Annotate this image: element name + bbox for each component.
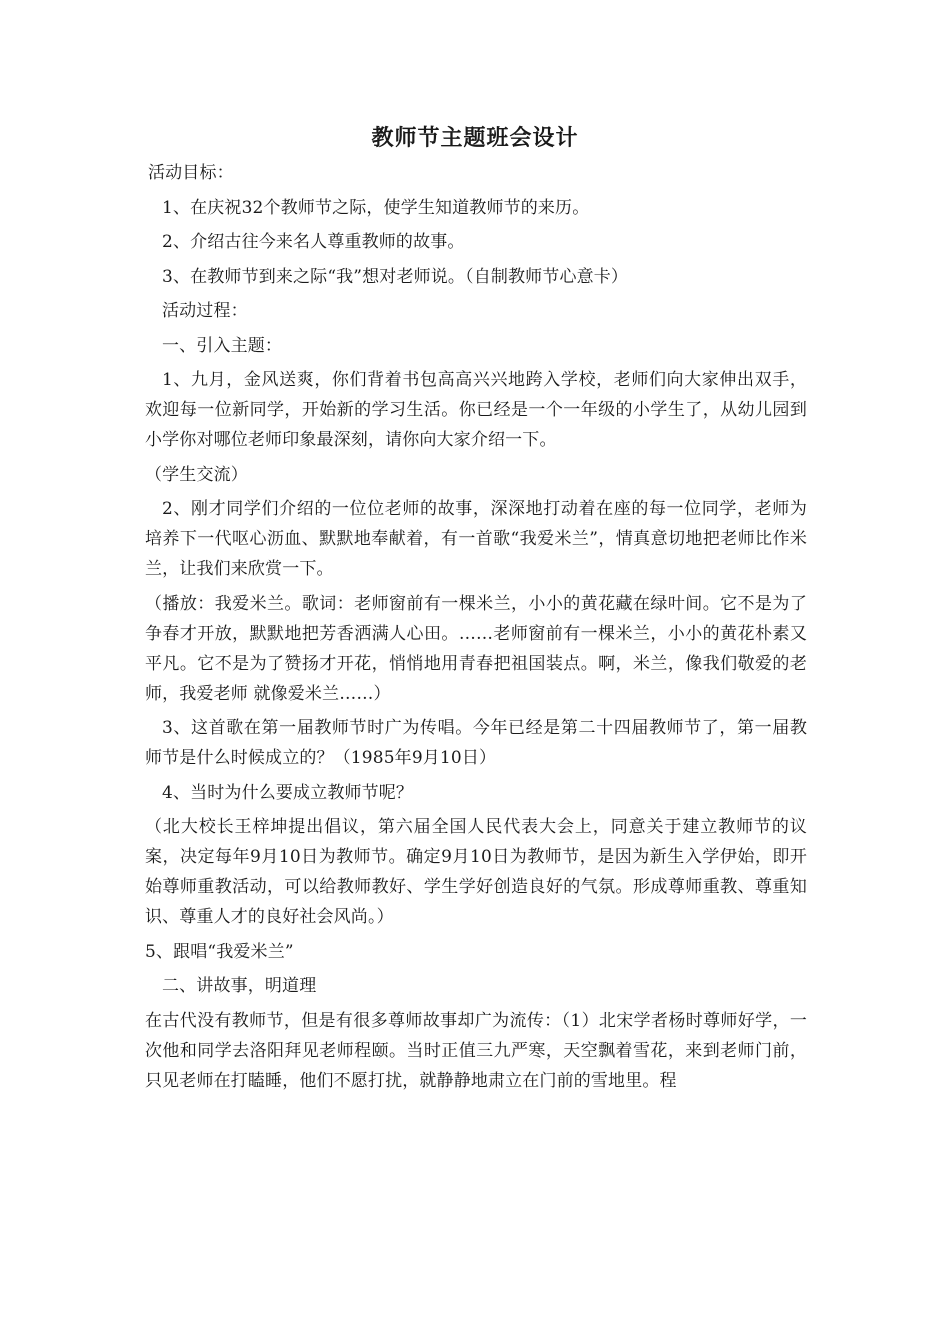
paragraph-activity-goals-heading: 活动目标： xyxy=(148,163,234,183)
paragraph-song-lyrics: （播放：我爱米兰。歌词：老师窗前有一棵米兰，小小的黄花藏在绿叶间。它不是为了争春才开放，默默地把芳香洒满人心田。……老师窗前有一棵米兰，小小的黄花朴素又平凡。它不是为了赞扬才开花，悄悄地用青春把祖国装点。啊，米兰，像我们敬爱的老师，我爱老师 就像爱米兰……） xyxy=(145,593,807,704)
paragraph-section-2-heading: 二、讲故事，明道理 xyxy=(162,976,317,996)
paragraph-goal-2: 2、介绍古往今来名人尊重教师的故事。 xyxy=(162,232,465,252)
paragraph-section-1-heading: 一、引入主题： xyxy=(162,335,283,356)
paragraph-step-3: 3、这首歌在第一届教师节时广为传唱。今年已经是第二十四届教师节了，第一届教师节是什么时候成立的？（1985年9月10日） xyxy=(145,718,807,768)
paragraph-step-5: 5、跟唱“我爱米兰” xyxy=(145,941,294,962)
paragraph-goal-3: 3、在教师节到来之际“我”想对老师说。（自制教师节心意卡） xyxy=(162,266,629,287)
paragraph-ancient-stories: 在古代没有教师节，但是有很多尊师故事却广为流传：（1）北宋学者杨时尊师好学，一次他和同学去洛阳拜见老师程颐。当时正值三九严寒，天空飘着雪花，来到老师门前，只见老师在打瞌睡，他们不愿打扰，就静静地肃立在门前的雪地里。程 xyxy=(145,1010,807,1091)
paragraph-goal-1: 1、在庆祝32个教师节之际，使学生知道教师节的来历。 xyxy=(162,197,590,218)
document-title: 教师节主题班会设计 xyxy=(371,125,579,151)
paragraph-activity-process-heading: 活动过程： xyxy=(162,301,248,321)
document-body xyxy=(145,158,807,1100)
paragraph-step-2: 2、刚才同学们介绍的一位位老师的故事，深深地打动着在座的每一位同学，老师为培养下一代呕心沥血、默默地奉献着，有一首歌“我爱米兰”，情真意切地把老师比作米兰，让我们来欣赏一下。 xyxy=(145,499,807,579)
paragraph-teachers-day-origin: （北大校长王梓坤提出倡议，第六届全国人民代表大会上，同意关于建立教师节的议案，决定每年9月10日为教师节。确定9月10日为教师节，是因为新生入学伊始，即开始尊师重教活动，可以给教师教好、学生学好创造良好的气氛。形成尊师重教、尊重知识、尊重人才的良好社会风尚。） xyxy=(145,817,807,927)
paragraph-step-4: 4、当时为什么要成立教师节呢？ xyxy=(162,782,414,803)
paragraph-student-exchange: （学生交流） xyxy=(145,464,248,485)
paragraph-step-1: 1、九月，金风送爽，你们背着书包高高兴兴地跨入学校，老师们向大家伸出双手，欢迎每一位新同学，开始新的学习生活。你已经是一个一年级的小学生了，从幼儿园到小学你对哪位老师印象最深刻，请你向大家介绍一下。 xyxy=(145,370,807,450)
